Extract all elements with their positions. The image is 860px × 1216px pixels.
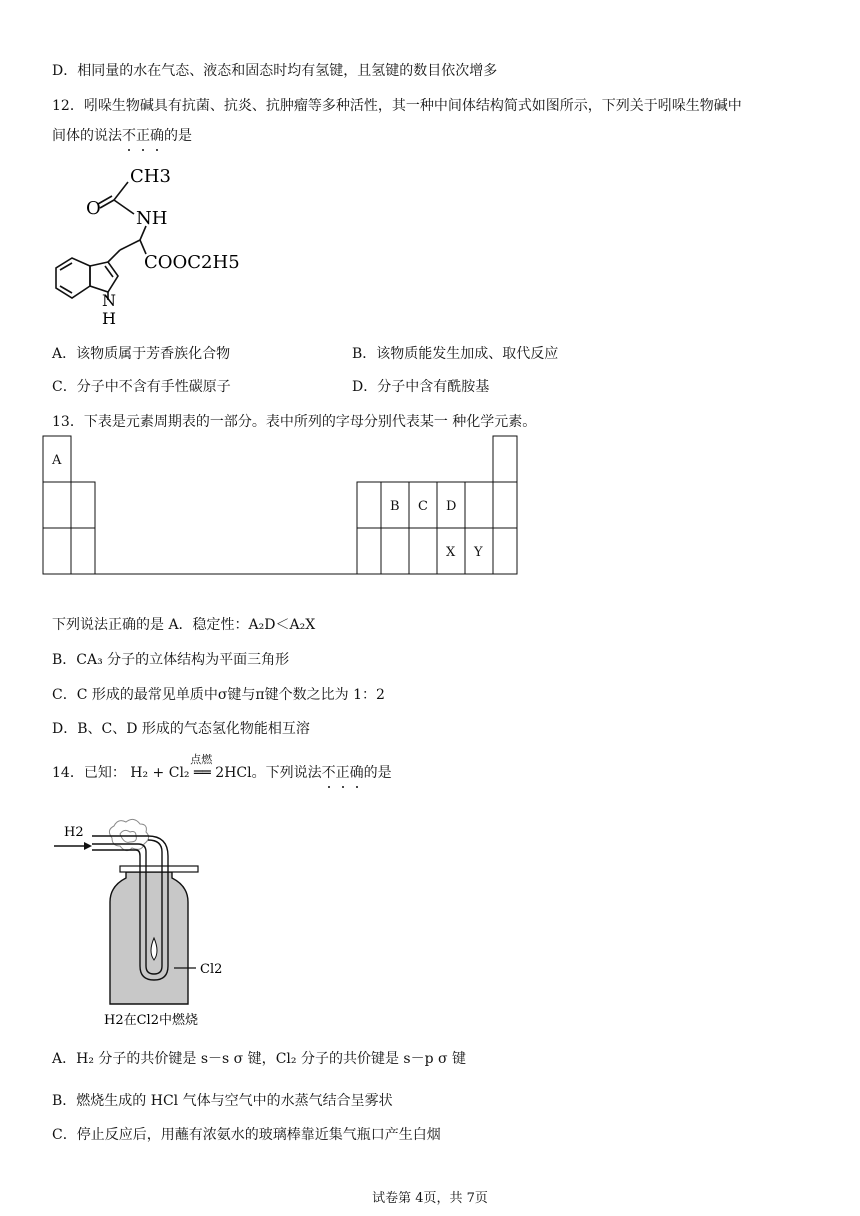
nh-label: NH [136,208,168,229]
reaction-condition: 点燃 [190,753,213,766]
q12-stem-text-end: 的是 [164,128,192,144]
indole-h-label: H [102,309,116,328]
q14-option-c: C．停止反应后，用蘸有浓氨水的玻璃棒靠近集气瓶口产生白烟 [52,1127,441,1143]
figure-caption: H2在Cl2中燃烧 [104,1013,198,1028]
cl2-formula: Cl₂ [275,1051,297,1067]
emphasis-char: 正 [336,762,350,782]
q14-stem-mid: 。下列说法 [251,765,322,781]
q12-stem-line1: 12．吲哚生物碱具有抗菌、抗炎、抗肿瘤等多种活性，其一种中间体结构简式如图所示，下列关于吲哚生物碱中 [52,98,742,114]
q12-stem-line2 [52,125,192,145]
emphasis-char: 不 [122,125,136,145]
equation-text: H₂ + Cl₂ ══ 2HCl [130,765,252,781]
q12-option-c: C．分子中不含有手性碳原子 [52,379,231,395]
q14-stem [52,753,392,782]
emphasis-char: 确 [350,762,364,782]
emphasis-char: 正 [136,125,150,145]
q14-option-a-letter: A． [52,1051,77,1067]
emphasis-char: 确 [150,125,164,145]
ester-label: COOC2H5 [144,252,240,273]
page-footer: 试卷第 4页，共 7页 [372,1191,488,1206]
q12-option-d: D．分子中含有酰胺基 [352,379,490,395]
reaction-equation [130,753,252,781]
q13-option-d: D．B、C、D 形成的气态氢化物能相互溶 [52,721,310,737]
q14-stem-end: 的是 [363,765,392,781]
q13-option-b: B．CA₃ 分子的立体结构为平面三角形 [52,652,290,668]
q14-stem-text: 14．已知： [52,765,126,781]
emphasis-char: 不 [322,762,336,782]
indole-structure-diagram [48,158,268,330]
ch3-label: CH3 [130,166,171,187]
q14-option-a-text1: 分子的共价键是 s－s σ 键， [93,1051,276,1067]
cell-b: B [390,499,400,514]
periodic-table-fragment [40,434,520,576]
q12-option-b: B．该物质能发生加成、取代反应 [352,346,559,362]
cell-a: A [52,453,62,468]
indole-n-label: N [102,291,116,310]
cell-y: Y [474,545,483,560]
q13-option-c: C．C 形成的最常见单质中σ键与π键个数之比为 1：2 [52,687,385,703]
cell-d: D [446,499,457,514]
q14-option-a [52,1048,466,1068]
oxygen-label: O [86,198,101,219]
cell-x: X [446,545,456,560]
q14-option-a-text2: 分子的共价键是 s－p σ 键 [296,1051,467,1067]
cell-c: C [418,499,428,514]
q11-option-d: D．相同量的水在气态、液态和固态时均有氢键，且氢键的数目依次增多 [52,63,498,79]
q14-option-b: B．燃烧生成的 HCl 气体与空气中的水蒸气结合呈雾状 [52,1093,393,1109]
q12-stem-text: 间体的说法 [52,128,122,144]
h2-formula: H₂ [76,1051,94,1067]
h2-label: H2 [64,825,84,840]
q13-stem: 13．下表是元素周期表的一部分。表中所列的字母分别代表某一 种化学元素。 [52,414,537,430]
q13-lead-option-a: 下列说法正确的是 A．稳定性：A₂D＜A₂X [52,617,316,633]
gas-jar-apparatus-diagram [50,816,250,1032]
cl2-label: Cl2 [200,962,223,977]
q12-option-a: A．该物质属于芳香族化合物 [52,346,231,362]
